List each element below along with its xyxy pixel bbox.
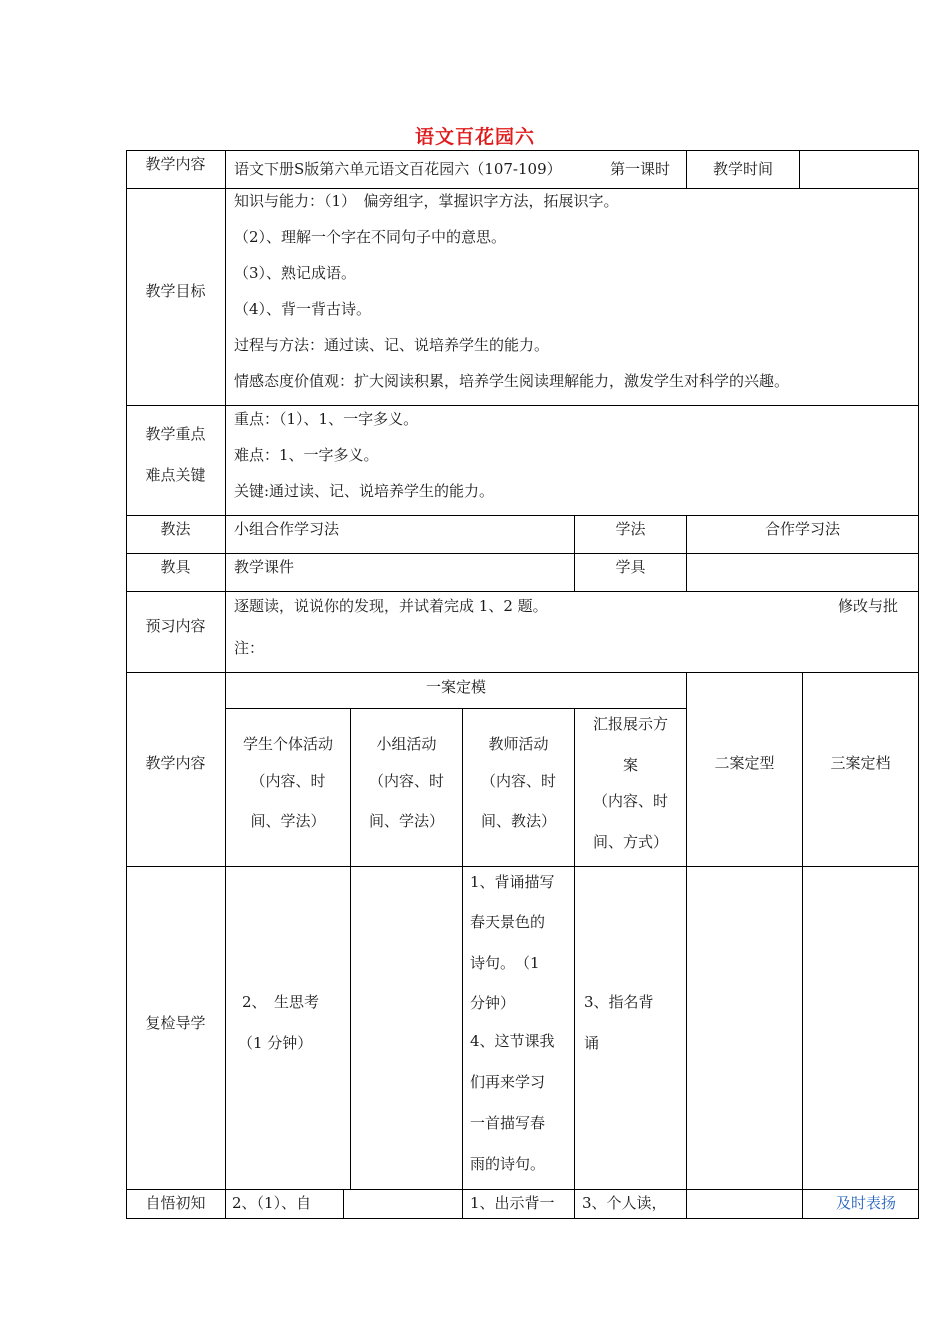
- col-student-header: 间、学法）: [250, 812, 326, 830]
- teaching-tools-value: 教学课件: [234, 558, 295, 576]
- keypoint-line: 难点：1、一字多义。: [234, 446, 379, 464]
- time-label: 教学时间: [712, 160, 773, 178]
- learning-tools-label: 学具: [615, 558, 646, 576]
- preview-label: 预习内容: [145, 617, 206, 635]
- plan-group-header: 一案定模: [425, 678, 486, 696]
- review-report: 诵: [584, 1034, 600, 1052]
- revision-note-cont: 注：: [234, 639, 265, 657]
- col-third-plan-header: 三案定档: [830, 754, 891, 772]
- difficulty-label: 难点关键: [145, 466, 206, 484]
- learning-method-label: 学法: [615, 520, 646, 538]
- self-study-teacher: 1、出示背一: [470, 1194, 555, 1212]
- review-student: （1 分钟）: [238, 1034, 313, 1052]
- goal-line: （2）、理解一个字在不同句子中的意思。: [234, 228, 507, 246]
- review-report: 3、指名背: [584, 993, 654, 1011]
- review-teacher: 们再来学习: [470, 1073, 546, 1091]
- revision-note: 修改与批: [838, 597, 899, 615]
- content-label: 教学内容: [145, 155, 206, 173]
- goal-line: 情感态度价值观：扩大阅读积累，培养学生阅读理解能力，激发学生对科学的兴趣。: [234, 372, 790, 390]
- teaching-tools-label: 教具: [160, 558, 191, 576]
- self-study-archive: 及时表扬: [836, 1194, 897, 1212]
- col-group-header: （内容、时: [368, 772, 444, 790]
- learning-method-value: 合作学习法: [764, 520, 840, 538]
- review-teacher: 分钟）: [470, 994, 516, 1012]
- col-group-header: 间、学法）: [368, 812, 444, 830]
- content-text: 语文下册S版第六单元语文百花园六（107-109）: [234, 160, 562, 178]
- self-study-report: 3、个人读，: [582, 1194, 667, 1212]
- preview-text: 逐题读，说说你的发现，并试着完成 1、2 题。: [234, 597, 548, 615]
- keypoints-label: 教学重点: [145, 425, 206, 443]
- goal-line: 过程与方法：通过读、记、说培养学生的能力。: [234, 336, 550, 354]
- review-teacher: 4、这节课我: [470, 1032, 555, 1050]
- review-teacher: 诗句。 （1: [470, 954, 540, 972]
- col-teacher-header: （内容、时: [480, 772, 556, 790]
- teaching-method-value: 小组合作学习法: [234, 520, 340, 538]
- goal-line: （4）、背一背古诗。: [234, 300, 372, 318]
- col-teacher-header: 间、教法）: [480, 812, 556, 830]
- lesson-number: 第一课时: [610, 160, 671, 178]
- col-teacher-header: 教师活动: [488, 735, 549, 753]
- col-report-header: （内容、时: [592, 792, 668, 810]
- self-study-student: 2、（1）、自: [232, 1194, 312, 1212]
- col-group-header: 小组活动: [376, 735, 437, 753]
- col-report-header: 汇报展示方: [592, 715, 668, 733]
- col-student-header: （内容、时: [250, 772, 326, 790]
- plan-label: 教学内容: [145, 754, 206, 772]
- self-study-label: 自悟初知: [145, 1194, 206, 1212]
- goal-line: （3）、熟记成语。: [234, 264, 357, 282]
- col-report-header: 案: [622, 756, 638, 774]
- goal-line: 知识与能力：（1） 偏旁组字，掌握识字方法，拓展识字。: [234, 192, 619, 210]
- col-second-plan-header: 二案定型: [714, 754, 775, 772]
- review-teacher: 1、背诵描写: [470, 873, 555, 891]
- review-teacher: 一首描写春: [470, 1114, 546, 1132]
- col-student-header: 学生个体活动: [242, 735, 333, 753]
- keypoint-line: 关键:通过读、记、说培养学生的能力。: [234, 482, 495, 500]
- keypoint-line: 重点：（1）、1、一字多义。: [234, 410, 419, 428]
- review-student: 2、 生思考: [242, 993, 320, 1011]
- review-teacher: 春天景色的: [470, 913, 546, 931]
- document-title: 语文百花园六: [414, 126, 535, 148]
- teaching-method-label: 教法: [160, 520, 191, 538]
- col-report-header: 间、方式）: [592, 833, 668, 851]
- review-teacher: 雨的诗句。: [470, 1155, 546, 1173]
- goals-label: 教学目标: [145, 282, 206, 300]
- review-label: 复检导学: [145, 1014, 206, 1032]
